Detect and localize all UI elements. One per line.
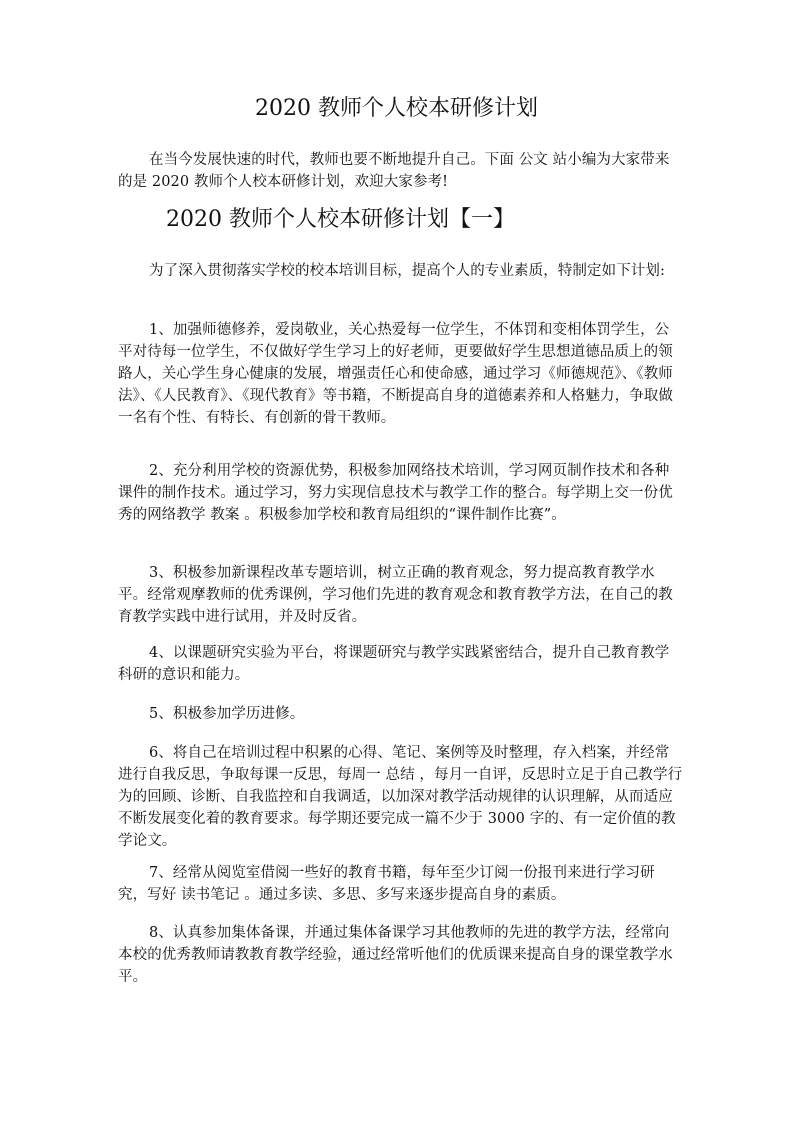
body-paragraph-6: 6、将自己在培训过程中积累的心得、笔记、案例等及时整理，存入档案，并经常进行自我反思，争取每课一反思，每周一 总结 ，每月一自评，反思时立足于自己教学行为的回顾、诊断、自我监控和自我调适，以加深对教学活动规律的认识理解，从而适应不断发展变化着的教育要求。每学期还要完成一篇不少于 3000 字的、有一定价值的教学论文。 — [118, 745, 683, 849]
body-paragraph-8: 8、认真参加集体备课，并通过集体备课学习其他教师的先进的教学方法，经常向本校的优秀教师请教教育教学经验，通过经常听他们的优质课来提高自身的课堂教学水平。 — [118, 925, 673, 985]
body-paragraph-1: 1、加强师德修养，爱岗敬业，关心热爱每一位学生，不体罚和变相体罚学生，公平对待每一位学生，不仅做好学生学习上的好老师，更要做好学生思想道德品质上的领路人，关心学生身心健康的发展，增强责任心和使命感，通过学习《师德规范》、《教师法》、《人民教育》、《现代教育》等书籍，不断提高自身的道德素养和人格魅力，争取做一名有个性、有特长、有创新的骨干教师。 — [118, 322, 673, 426]
body-paragraph-5: 5、积极参加学历进修。 — [149, 706, 305, 722]
body-paragraph-0: 为了深入贯彻落实学校的校本培训目标，提高个人的专业素质，特制定如下计划: — [149, 263, 665, 279]
body-paragraph-7: 7、经常从阅览室借阅一些好的教育书籍，每年至少订阅一份报刊来进行学习研究，写好 读书笔记 。通过多读、多思、多写来逐步提高自身的素质。 — [118, 865, 655, 903]
body-paragraph-2: 2、充分利用学校的资源优势，积极参加网络技术培训，学习网页制作技术和各种课件的制作技术。通过学习，努力实现信息技术与教学工作的整合。每学期上交一份优秀的网络教学 教案 。积极参加学校和教育局组织的“课件制作比赛”。 — [118, 463, 673, 523]
intro-paragraph: 在当今发展快速的时代，教师也要不断地提升自己。下面 公文 站小编为大家带来的是 2020 教师个人校本研修计划，欢迎大家参考! — [118, 152, 670, 190]
section-heading: 2020 教师个人校本研修计划【一】 — [166, 207, 515, 232]
body-paragraph-4: 4、以课题研究实验为平台，将课题研究与教学实践紧密结合，提升自己教育教学科研的意识和能力。 — [118, 645, 670, 683]
document-title: 2020 教师个人校本研修计划 — [255, 96, 538, 121]
body-paragraph-3: 3、积极参加新课程改革专题培训，树立正确的教育观念，努力提高教育教学水平。经常观摩教师的优秀课例，学习他们先进的教育观念和教育教学方法，在自己的教育教学实践中进行试用，并及时反省。 — [118, 565, 673, 625]
